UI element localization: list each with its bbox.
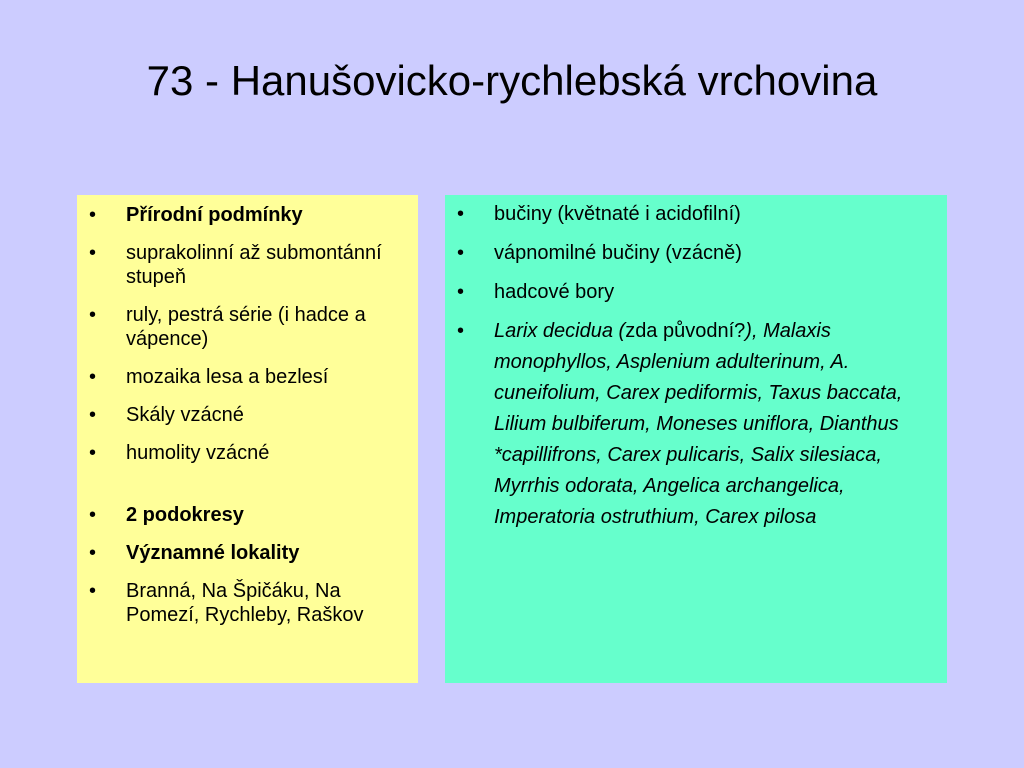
list-item	[87, 241, 408, 289]
list-item-text: hadcové bory	[494, 281, 615, 303]
bullet-icon: •	[457, 203, 465, 225]
list-item	[87, 365, 408, 389]
bullet-icon: •	[89, 242, 97, 264]
list-item-text: bučiny (květnaté i acidofilní)	[494, 203, 741, 225]
species-list-part3: ), Malaxis monophyllos, Asplenium adulterinum, A. cuneifolium, Carex pediformis, Taxus baccata, Lilium bulbiferum, Moneses uniflora, Dianthus *capillifrons, Carex pulicaris, Salix silesiaca, Myrrhis odorata, Angelica archangelica, Imperatoria ostruthium, Carex pilosa	[494, 320, 903, 528]
list-item	[87, 541, 408, 565]
species-list-part2: zda původní?	[625, 320, 746, 342]
vegetation-list	[455, 199, 937, 533]
list-item-text: mozaika lesa a bezlesí	[126, 366, 329, 388]
natural-conditions-box	[77, 195, 418, 683]
list-item	[87, 579, 408, 627]
list-item-text: ruly, pestrá série (i hadce a vápence)	[126, 304, 366, 350]
list-item	[455, 316, 937, 533]
list-item-text: Přírodní podmínky	[126, 204, 303, 226]
list-item	[87, 203, 408, 227]
bullet-icon: •	[89, 542, 97, 564]
list-item	[455, 238, 937, 269]
list-item-text: humolity vzácné	[126, 442, 270, 464]
bullet-icon: •	[457, 242, 465, 264]
bullet-icon: •	[89, 404, 97, 426]
bullet-icon: •	[89, 580, 97, 602]
list-item-text: 2 podokresy	[126, 504, 244, 526]
list-item-text: Významné lokality	[126, 542, 300, 564]
species-list-part1: Larix decidua (	[494, 320, 626, 342]
bullet-icon: •	[89, 204, 97, 226]
bullet-icon: •	[457, 320, 465, 342]
list-item	[455, 277, 937, 308]
slide-title: 73 - Hanušovicko-rychlebská vrchovina	[146, 57, 878, 104]
list-item-text: suprakolinní až submontánní stupeň	[126, 242, 382, 288]
bullet-icon: •	[457, 281, 465, 303]
bullet-icon: •	[89, 304, 97, 326]
bullet-icon: •	[89, 504, 97, 526]
natural-conditions-list	[87, 203, 408, 627]
bullet-icon: •	[89, 366, 97, 388]
vegetation-box	[445, 195, 947, 683]
list-item	[455, 199, 937, 230]
list-item	[87, 503, 408, 527]
list-item-text: Branná, Na Špičáku, Na Pomezí, Rychleby, Raškov	[126, 580, 364, 626]
list-item-text: Skály vzácné	[126, 404, 244, 426]
list-item-text: vápnomilné bučiny (vzácně)	[494, 242, 742, 264]
list-item	[87, 303, 408, 351]
bullet-icon: •	[89, 442, 97, 464]
list-item	[87, 441, 408, 465]
list-item	[87, 403, 408, 427]
